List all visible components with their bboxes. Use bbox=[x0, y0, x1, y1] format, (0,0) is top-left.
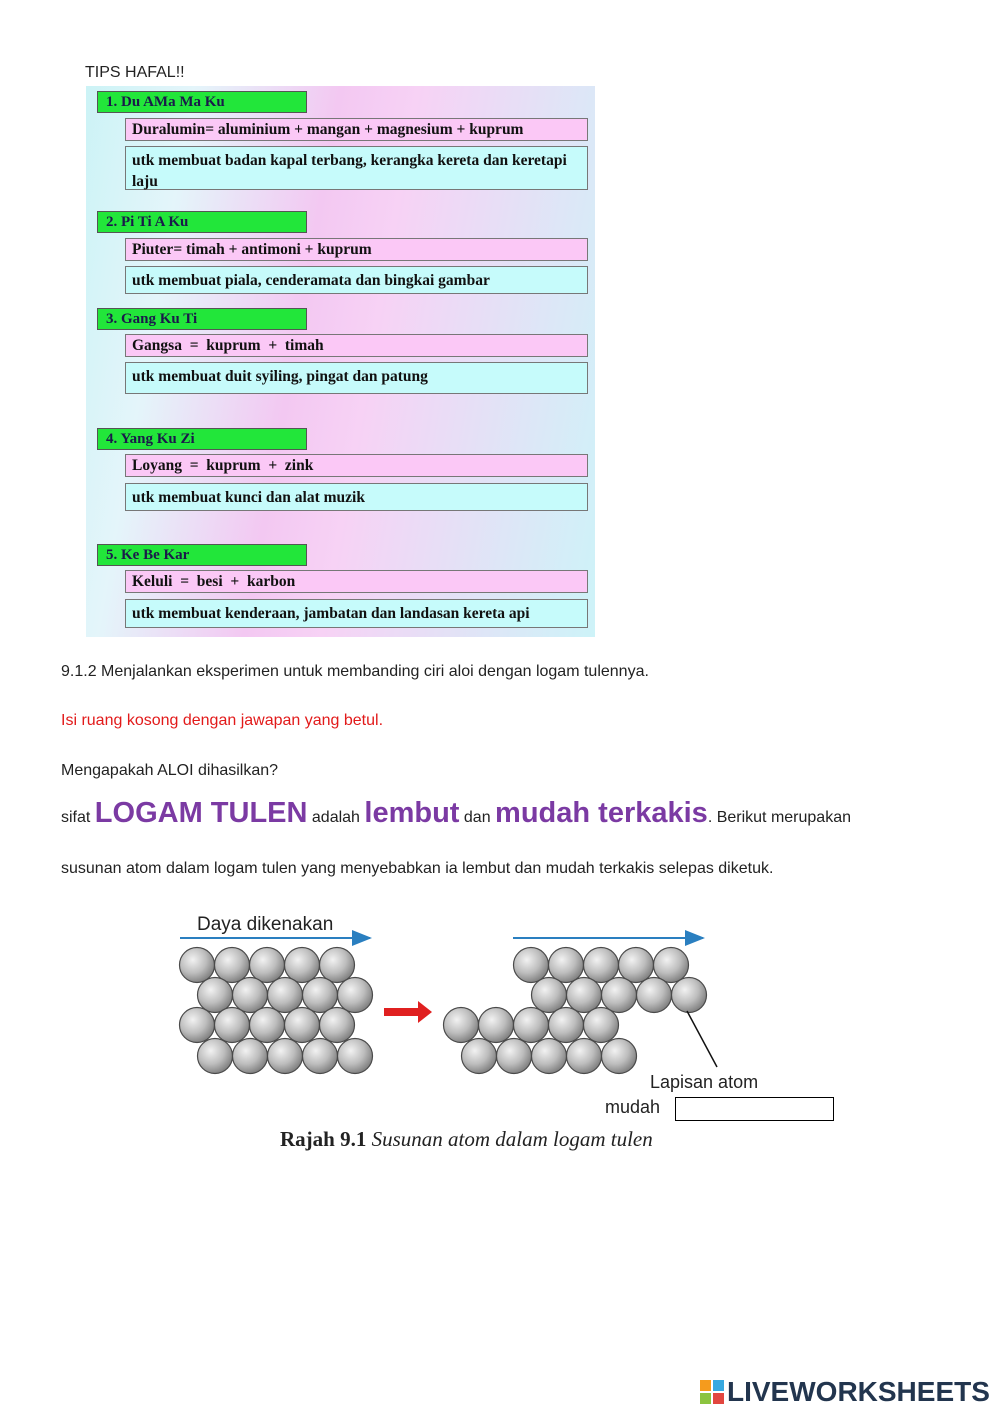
before-atom bbox=[285, 1008, 320, 1043]
before-atom bbox=[338, 978, 373, 1013]
after-atom bbox=[514, 1008, 549, 1043]
after-atom bbox=[602, 978, 637, 1013]
instruction-text: Isi ruang kosong dengan jawapan yang betul. bbox=[61, 712, 384, 729]
after-atom bbox=[497, 1039, 532, 1074]
liveworksheets-logo bbox=[699, 1374, 990, 1410]
after-atom bbox=[602, 1039, 637, 1074]
before-atom bbox=[215, 948, 250, 983]
sentence-part-1: sifat bbox=[61, 809, 95, 826]
alloy-5-use: utk membuat kenderaan, jambatan dan landasan kereta api bbox=[125, 599, 588, 628]
after-atom bbox=[479, 1008, 514, 1043]
alloy-2-mnemonic: 2. Pi Ti A Ku bbox=[97, 211, 307, 233]
after-atom bbox=[567, 1039, 602, 1074]
after-atom bbox=[549, 948, 584, 983]
atom-lattice-before bbox=[180, 948, 373, 1074]
before-atom bbox=[303, 978, 338, 1013]
after-atom bbox=[637, 978, 672, 1013]
after-atom bbox=[619, 948, 654, 983]
force-label: Daya dikenakan bbox=[197, 914, 334, 935]
keyword-lembut: lembut bbox=[364, 797, 460, 829]
alloy-mnemonic-panel bbox=[86, 86, 595, 637]
transform-arrow bbox=[384, 1001, 432, 1023]
before-atom bbox=[198, 1039, 233, 1074]
alloy-3-formula: Gangsa = kuprum + timah bbox=[125, 334, 588, 357]
before-atom bbox=[180, 948, 215, 983]
before-atom bbox=[233, 978, 268, 1013]
alloy-5-mnemonic: 5. Ke Be Kar bbox=[97, 544, 307, 566]
sentence-line-2: susunan atom dalam logam tulen yang menyebabkan ia lembut dan mudah terkakis selepas diketuk. bbox=[61, 860, 774, 877]
before-atom bbox=[250, 1008, 285, 1043]
brand-name: LIVEWORKSHEETS bbox=[727, 1376, 990, 1407]
after-atom bbox=[549, 1008, 584, 1043]
before-atom bbox=[215, 1008, 250, 1043]
after-atom bbox=[444, 1008, 479, 1043]
alloy-2-formula: Piuter= timah + antimoni + kuprum bbox=[125, 238, 588, 261]
sentence-part-3: dan bbox=[459, 809, 496, 826]
after-atom bbox=[584, 948, 619, 983]
figure-caption bbox=[280, 1127, 653, 1152]
before-atom bbox=[198, 978, 233, 1013]
before-atom bbox=[268, 978, 303, 1013]
after-atom bbox=[514, 948, 549, 983]
atom-arrangement-diagram bbox=[170, 905, 870, 1165]
alloy-4-use: utk membuat kunci dan alat muzik bbox=[125, 483, 588, 511]
after-atom bbox=[567, 978, 602, 1013]
keyword-mudah-terkakis: mudah terkakis bbox=[495, 797, 708, 829]
alloy-2-use: utk membuat piala, cenderamata dan bingkai gambar bbox=[125, 266, 588, 294]
after-atom bbox=[462, 1039, 497, 1074]
answer-blank-input[interactable] bbox=[675, 1097, 834, 1121]
after-atom bbox=[672, 978, 707, 1013]
layer-label-2: mudah bbox=[605, 1097, 661, 1117]
before-atom bbox=[250, 948, 285, 983]
caption-number: Rajah 9.1 bbox=[280, 1127, 367, 1151]
alloy-4-formula: Loyang = kuprum + zink bbox=[125, 454, 588, 477]
tips-title: TIPS HAFAL!! bbox=[85, 64, 185, 81]
brand-mark-icon bbox=[699, 1379, 725, 1405]
before-atom bbox=[320, 1008, 355, 1043]
before-atom bbox=[285, 948, 320, 983]
keyword-logam-tulen: LOGAM TULEN bbox=[94, 797, 308, 829]
atom-lattice-after bbox=[444, 948, 707, 1074]
sentence-part-2: adalah bbox=[307, 809, 365, 826]
sentence-line-1 bbox=[61, 797, 851, 830]
after-atom bbox=[532, 1039, 567, 1074]
before-atom bbox=[233, 1039, 268, 1074]
objective-text: 9.1.2 Menjalankan eksperimen untuk membanding ciri aloi dengan logam tulennya. bbox=[61, 663, 649, 680]
sentence-part-4: . Berikut merupakan bbox=[707, 809, 851, 826]
caption-title: Susunan atom dalam logam tulen bbox=[366, 1127, 653, 1151]
before-atom bbox=[320, 948, 355, 983]
after-atom bbox=[532, 978, 567, 1013]
before-atom bbox=[180, 1008, 215, 1043]
after-atom bbox=[584, 1008, 619, 1043]
alloy-3-use: utk membuat duit syiling, pingat dan patung bbox=[125, 362, 588, 394]
alloy-4-mnemonic: 4. Yang Ku Zi bbox=[97, 428, 307, 450]
alloy-3-mnemonic: 3. Gang Ku Ti bbox=[97, 308, 307, 330]
alloy-5-formula: Keluli = besi + karbon bbox=[125, 570, 588, 593]
alloy-1-use: utk membuat badan kapal terbang, kerangka kereta dan keretapi laju bbox=[125, 146, 588, 190]
before-atom bbox=[338, 1039, 373, 1074]
alloy-1-mnemonic: 1. Du AMa Ma Ku bbox=[97, 91, 307, 113]
alloy-1-formula: Duralumin= aluminium + mangan + magnesium + kuprum bbox=[125, 118, 588, 141]
before-atom bbox=[268, 1039, 303, 1074]
pointer-line bbox=[687, 1011, 717, 1067]
before-atom bbox=[303, 1039, 338, 1074]
question-text: Mengapakah ALOI dihasilkan? bbox=[61, 762, 279, 779]
layer-label-1: Lapisan atom bbox=[650, 1072, 759, 1092]
after-atom bbox=[654, 948, 689, 983]
